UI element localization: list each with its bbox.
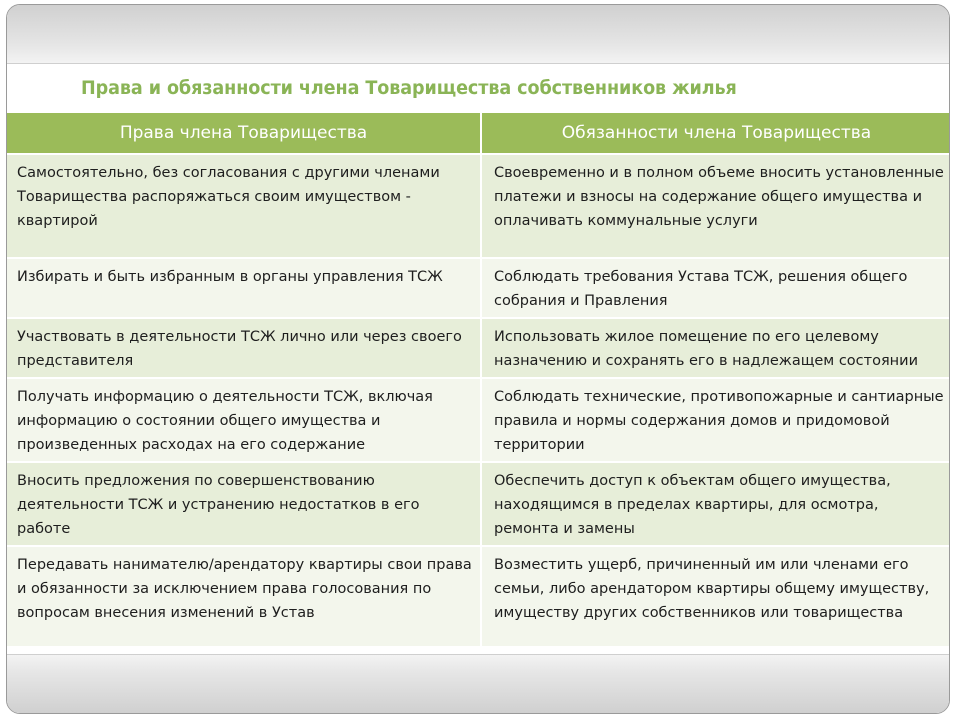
table-row — [7, 258, 950, 318]
right-cell: Избирать и быть избранным в органы управления ТСЖ — [7, 258, 481, 318]
header-rights: Права члена Товарищества — [7, 113, 481, 154]
duty-cell: Обеспечить доступ к объектам общего имущества, находящимся в пределах квартиры, для осмотра, ремонта и замены — [481, 462, 950, 546]
table-header-row — [7, 113, 950, 154]
duty-cell: Возместить ущерб, причиненный им или членами его семьи, либо арендатором квартиры общему имуществу, имуществу других собственников или товарищества — [481, 546, 950, 646]
table-row — [7, 462, 950, 546]
table-row — [7, 318, 950, 378]
table-row — [7, 154, 950, 258]
slide-frame — [6, 4, 950, 714]
duty-cell: Соблюдать технические, противопожарные и сантиарные правила и нормы содержания домов и придомовой территории — [481, 378, 950, 462]
right-cell: Самостоятельно, без согласования с другими членами Товарищества распоряжаться своим имуществом - квартирой — [7, 154, 481, 258]
rights-duties-table — [7, 113, 950, 646]
page-title: Права и обязанности члена Товарищества собственников жилья — [81, 77, 737, 99]
duty-cell: Использовать жилое помещение по его целевому назначению и сохранять его в надлежащем состоянии — [481, 318, 950, 378]
duty-cell: Соблюдать требования Устава ТСЖ, решения общего собрания и Правления — [481, 258, 950, 318]
header-duties: Обязанности члена Товарищества — [481, 113, 950, 154]
duty-cell: Своевременно и в полном объеме вносить установленные платежи и взносы на содержание общего имущества и оплачивать коммунальные услуги — [481, 154, 950, 258]
right-cell: Вносить предложения по совершенствованию деятельности ТСЖ и устранению недостатков в его работе — [7, 462, 481, 546]
right-cell: Участвовать в деятельности ТСЖ лично или через своего представителя — [7, 318, 481, 378]
table-row — [7, 546, 950, 646]
table-row — [7, 378, 950, 462]
bottom-decor-band — [7, 654, 949, 713]
right-cell: Передавать нанимателю/арендатору квартиры свои права и обязанности за исключением права голосования по вопросам внесения изменений в Устав — [7, 546, 481, 646]
right-cell: Получать информацию о деятельности ТСЖ, включая информацию о состоянии общего имущества и произведенных расходах на его содержание — [7, 378, 481, 462]
top-decor-band — [7, 5, 949, 64]
